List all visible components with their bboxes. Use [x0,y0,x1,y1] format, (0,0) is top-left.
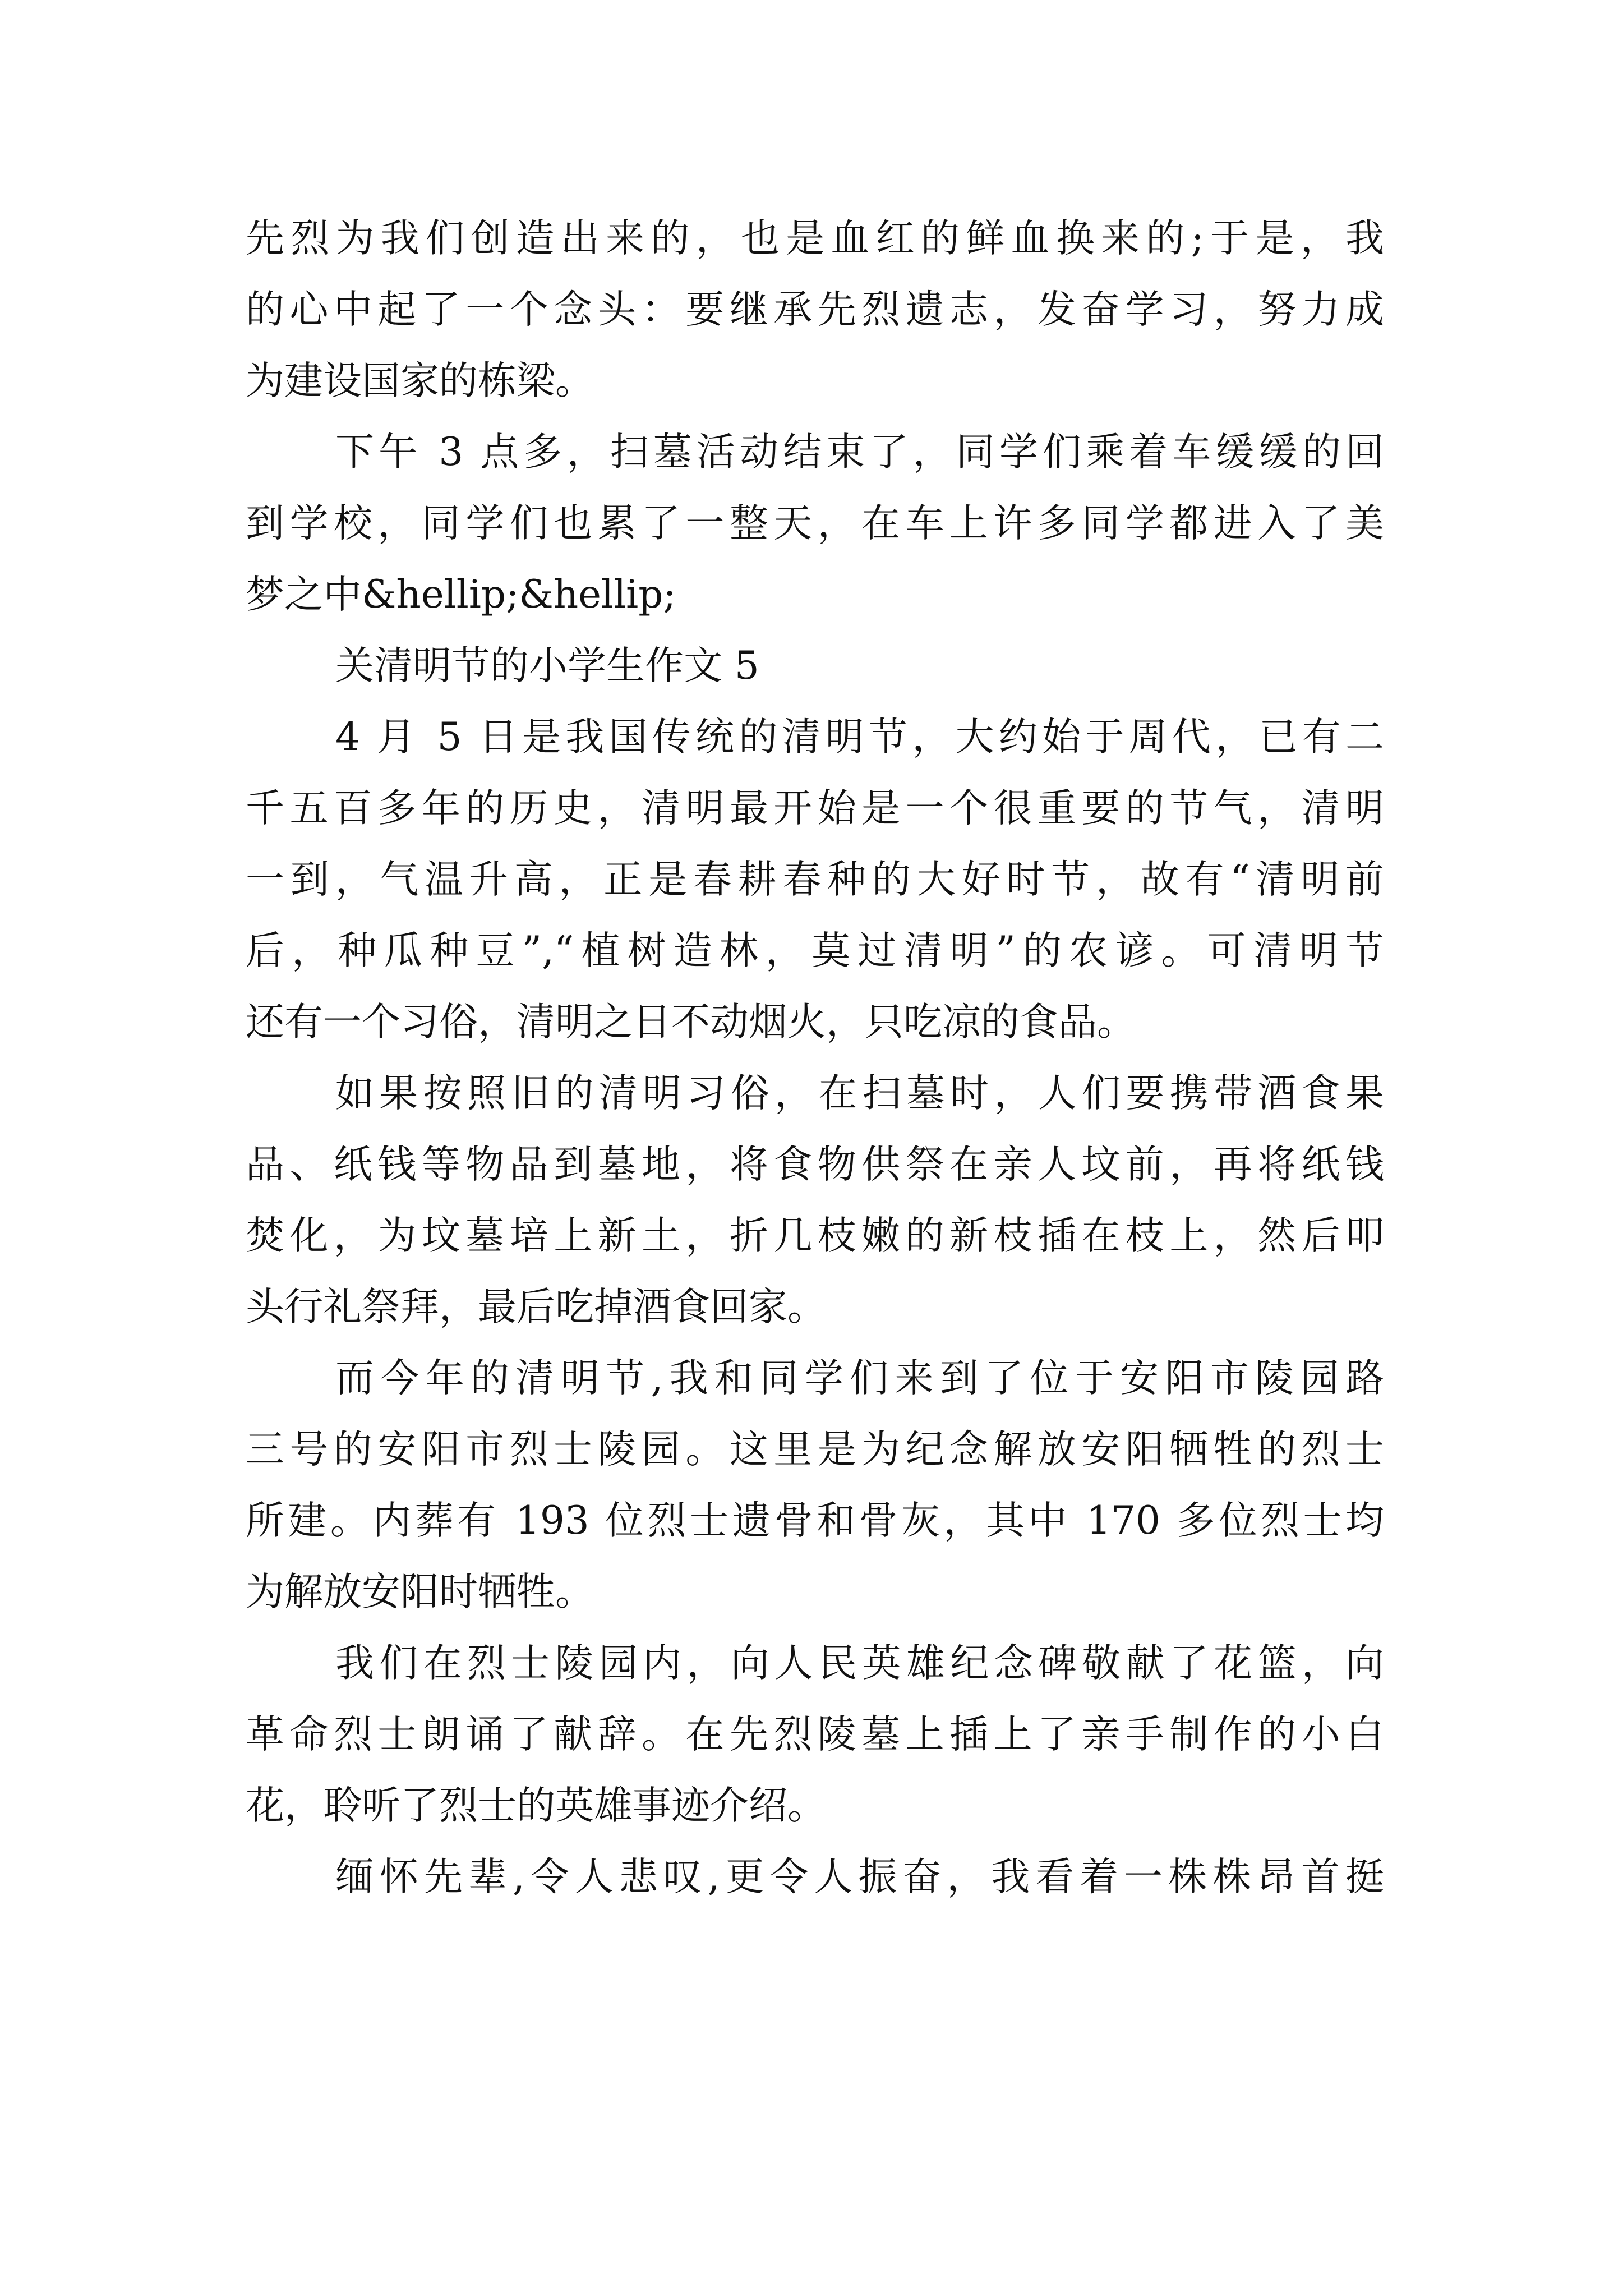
text-line: 先烈为我们创造出来的，也是血红的鲜血换来的;于是，我 [246,216,1384,261]
text-line: 一到，气温升高，正是春耕春种的大好时节，故有“清明前 [246,857,1384,902]
text-line: 下午 3 点多，扫墓活动结束了，同学们乘着车缓缓的回 [335,430,1384,475]
text-line: 焚化，为坟墓培上新土，折几枝嫩的新枝插在枝上，然后叩 [246,1213,1384,1258]
paragraph-continued [246,203,1384,417]
paragraph [246,1343,1384,1628]
text-line: 头行礼祭拜，最后吃掉酒食回家。 [246,1285,826,1329]
text-line: 为建设国家的栋梁。 [246,358,594,403]
section-heading [246,631,1384,702]
text-line: 三号的安阳市烈士陵园。这里是为纪念解放安阳牺牲的烈士 [246,1427,1384,1472]
text-line: 还有一个习俗，清明之日不动烟火，只吃凉的食品。 [246,1000,1136,1045]
paragraph [246,1628,1384,1842]
text-line: 革命烈士朗诵了献辞。在先烈陵墓上插上了亲手制作的小白 [246,1712,1384,1757]
text-line: 为解放安阳时牺牲。 [246,1570,594,1614]
paragraph [246,1842,1384,1913]
text-line: 所建。内葬有 193 位烈士遗骨和骨灰，其中 170 多位烈士均 [246,1498,1384,1543]
text-line: 品、纸钱等物品到墓地，将食物供祭在亲人坟前，再将纸钱 [246,1142,1384,1187]
text-line: 花，聆听了烈士的英雄事迹介绍。 [246,1783,826,1828]
text-line: 如果按照旧的清明习俗，在扫墓时，人们要携带酒食果 [335,1071,1384,1116]
heading-line: 关清明节的小学生作文 5 [335,643,759,688]
text-line: 缅怀先辈,令人悲叹,更令人振奋，我看着一株株昂首挺 [335,1855,1384,1899]
body-text [246,203,1384,1913]
paragraph [246,1058,1384,1343]
text-line: 我们在烈士陵园内，向人民英雄纪念碑敬献了花篮，向 [335,1641,1384,1686]
text-line: 到学校，同学们也累了一整天，在车上许多同学都进入了美 [246,501,1384,546]
text-line: 4 月 5 日是我国传统的清明节，大约始于周代，已有二 [335,715,1384,760]
text-line: 梦之中&hellip;&hellip; [246,572,676,617]
text-line: 而今年的清明节,我和同学们来到了位于安阳市陵园路 [335,1356,1384,1401]
paragraph [246,702,1384,1058]
text-line: 的心中起了一个念头：要继承先烈遗志，发奋学习，努力成 [246,287,1384,332]
paragraph [246,417,1384,631]
text-line: 后，种瓜种豆”,“植树造林，莫过清明”的农谚。可清明节 [246,928,1384,973]
text-line: 千五百多年的历史，清明最开始是一个很重要的节气，清明 [246,786,1384,831]
